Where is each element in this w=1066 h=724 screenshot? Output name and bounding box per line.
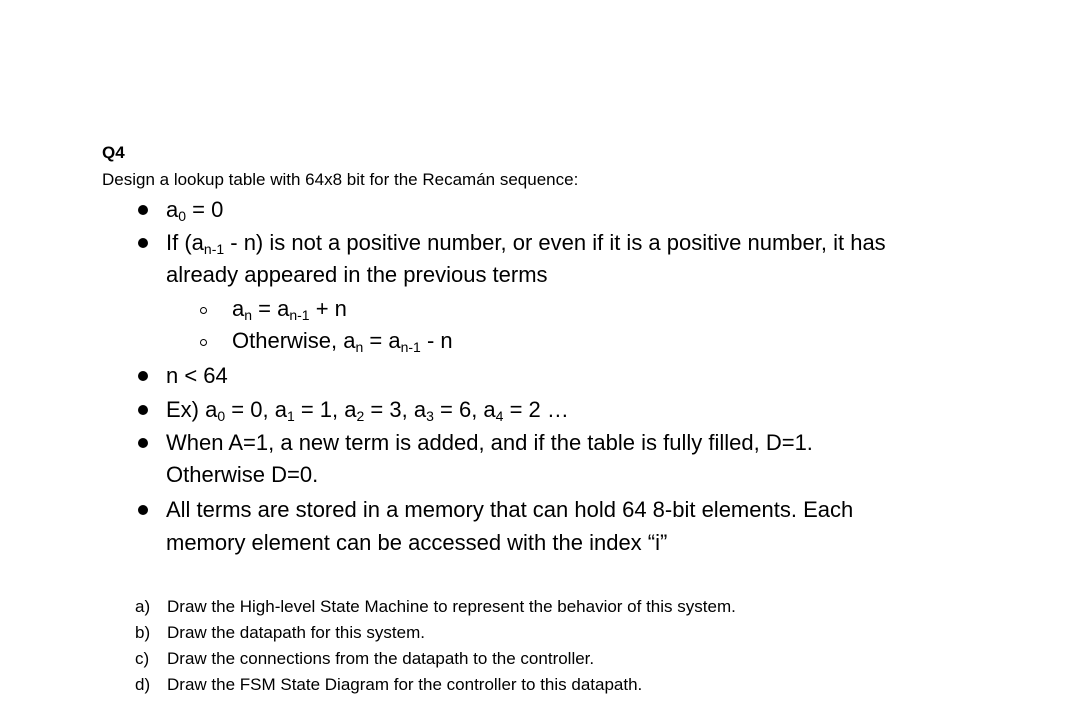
text-run: = 2 … [503,397,569,422]
text-run: = 0 [186,197,224,222]
rule-condition-line1 [166,227,886,259]
subscript: 4 [495,408,504,424]
task-letter: a) [135,597,151,616]
rule-example [166,394,569,426]
text-run: a [166,197,179,222]
text-run: = a [363,328,401,353]
question-intro: Design a lookup table with 64x8 bit for the Recamán sequence: [102,170,579,189]
text-run: - n) is not a positive number, or even if it is a positive number, it has [224,230,886,255]
rule-when-line2: Otherwise D=0. [166,462,319,487]
subscript: 3 [426,408,434,424]
task-letter: b) [135,623,151,642]
question-title: Q4 [102,143,125,162]
task-text: Draw the datapath for this system. [167,623,425,642]
text-run: = 0, a [225,397,287,422]
sub-bullet-circle-icon [200,307,207,314]
rule-sub-add [232,293,347,325]
task-letter: d) [135,675,151,694]
rule-memory-line1: All terms are stored in a memory that can hold 64 8-bit elements. Each [166,497,854,522]
rule-memory-line2: memory element can be accessed with the index “i” [166,530,668,555]
subscript: 0 [178,208,187,224]
task-letter: c) [135,649,150,668]
bullet-dot-icon [138,405,148,415]
text-run: Otherwise, a [232,328,356,353]
text-run: If (a [166,230,204,255]
sub-bullet-circle-icon [200,339,207,346]
text-run: + n [309,296,347,321]
text-run: = 1, a [294,397,357,422]
task-text: Draw the FSM State Diagram for the controller to this datapath. [167,675,643,694]
text-run: = 3, a [364,397,427,422]
bullet-dot-icon [138,371,148,381]
task-text: Draw the connections from the datapath to the controller. [167,649,595,668]
bullet-dot-icon [138,505,148,515]
subscript: n [355,339,364,355]
text-run: Ex) a [166,397,218,422]
bullet-dot-icon [138,238,148,248]
bullet-dot-icon [138,205,148,215]
bullet-dot-icon [138,438,148,448]
task-text: Draw the High-level State Machine to represent the behavior of this system. [167,597,736,616]
subscript: 2 [356,408,365,424]
text-run: = a [252,296,290,321]
rule-a0 [166,194,223,226]
rule-sub-subtract [232,325,453,357]
subscript: n-1 [203,241,225,257]
rule-when-line1: When A=1, a new term is added, and if the table is fully filled, D=1. [166,430,813,455]
rule-n-limit: n < 64 [166,363,228,388]
subscript: n-1 [289,307,310,323]
subscript: 0 [217,408,226,424]
subscript: n [244,307,253,323]
text-run: a [232,296,245,321]
text-run: = 6, a [433,397,496,422]
subscript: n-1 [400,339,421,355]
rule-condition-line2: already appeared in the previous terms [166,262,548,287]
text-run: - n [420,328,453,353]
subscript: 1 [286,408,295,424]
